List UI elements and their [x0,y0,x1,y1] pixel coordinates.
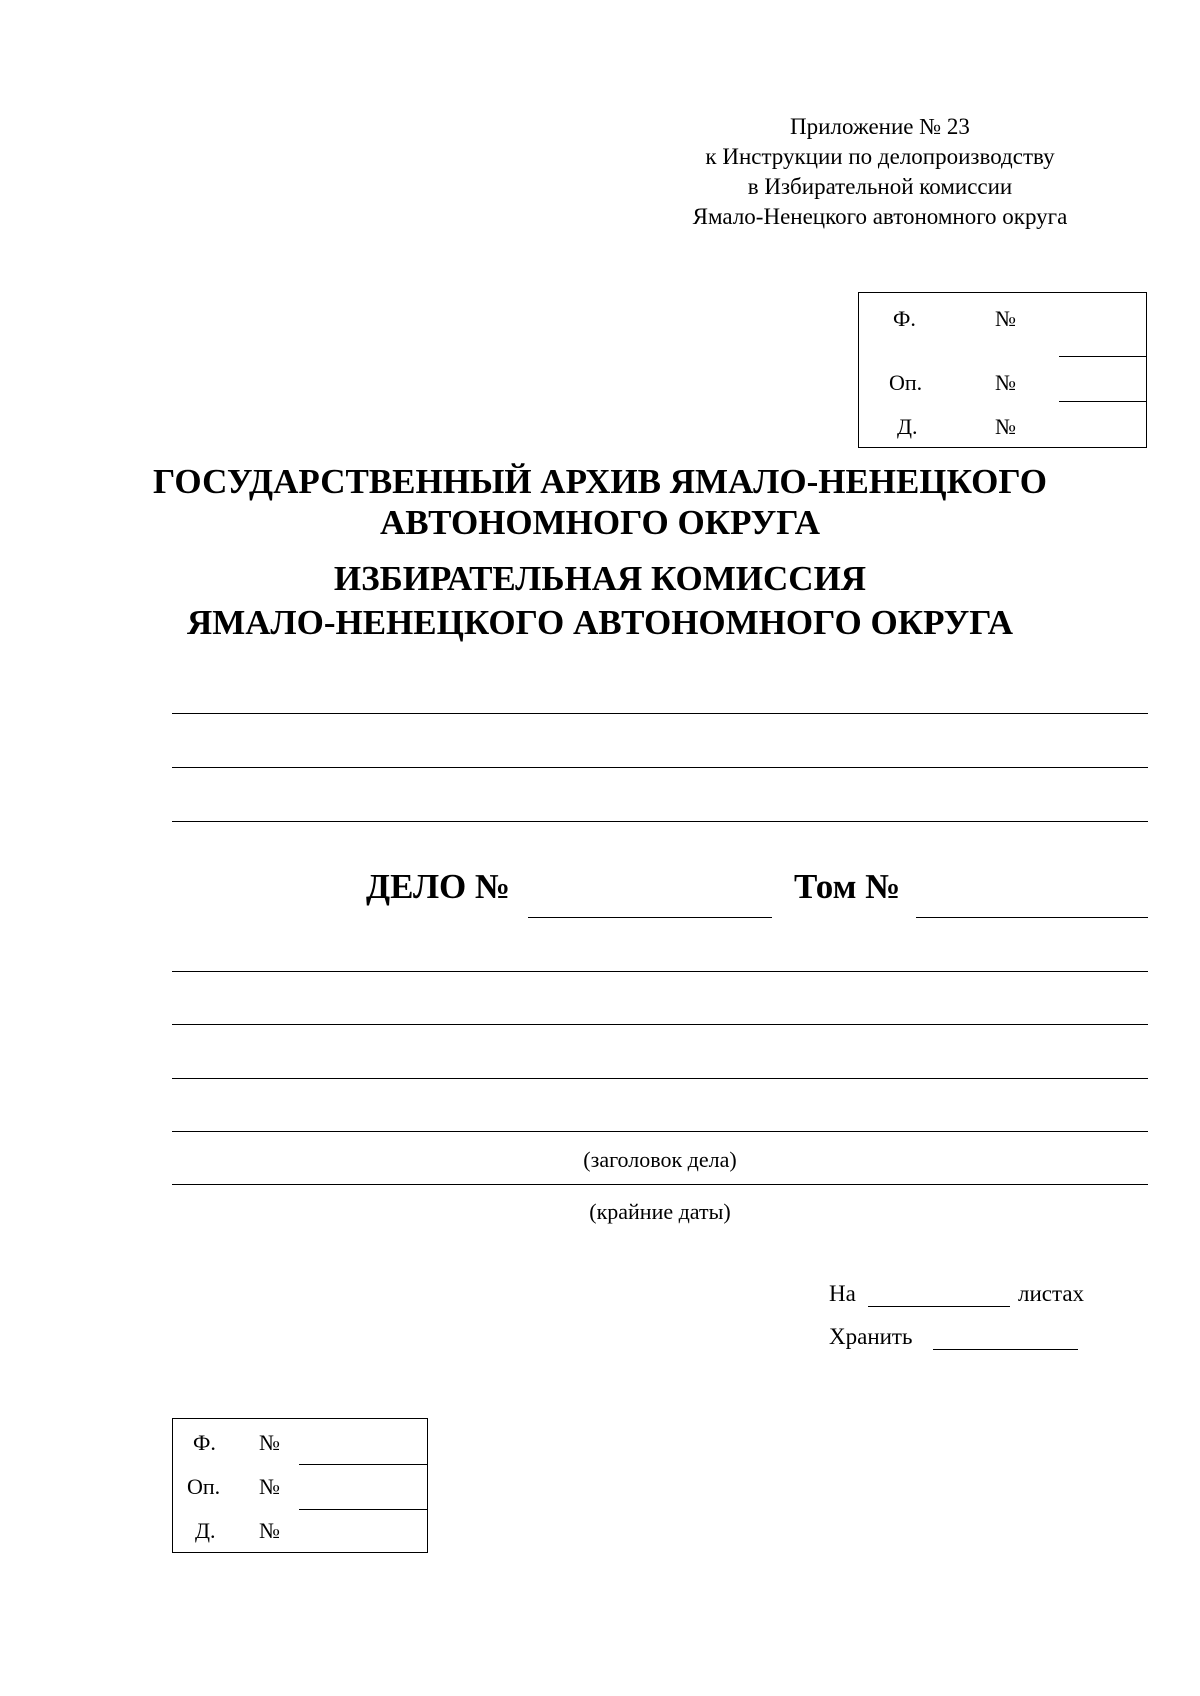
keep-label: Хранить [829,1324,913,1349]
commission-name-line-1: ИЗБИРАТЕЛЬНАЯ КОМИССИЯ [333,559,867,598]
case-title-line[interactable] [172,1131,1148,1132]
opis-label: Оп. [187,1474,221,1499]
archive-code-box-bottom [172,1418,428,1553]
opis-number-sign: № [259,1474,280,1499]
case-title-caption: (заголовок дела) [583,1147,737,1172]
archive-name-line-1: ГОСУДАРСТВЕННЫЙ АРХИВ ЯМАЛО-НЕНЕЦКОГО [153,462,1047,501]
opis-number-sign: № [995,370,1016,395]
dates-caption: (крайние даты) [589,1199,731,1224]
opis-label: Оп. [889,370,923,395]
case-number-field[interactable] [528,917,772,918]
archive-code-box-top [858,292,1147,448]
fond-label: Ф. [193,1430,216,1455]
appendix-line-4: Ямало-Ненецкого автономного округа [692,204,1068,229]
fond-label: Ф. [893,306,916,331]
sheets-suffix: листах [1018,1281,1085,1306]
fond-number-field[interactable] [1059,356,1146,357]
archive-name-line-2: АВТОНОМНОГО ОКРУГА [379,503,821,542]
case-number-label: ДЕЛО № [366,867,511,906]
appendix-line-2: к Инструкции по делопроизводству [705,144,1055,169]
appendix-line-3: в Избирательной комиссии [747,174,1013,199]
sheets-prefix: На [829,1281,856,1306]
case-title-line[interactable] [172,1078,1148,1079]
ruled-line[interactable] [172,713,1148,714]
appendix-line-1: Приложение № 23 [790,114,970,139]
ruled-line[interactable] [172,821,1148,822]
fond-number-sign: № [995,306,1016,331]
delo-number-sign: № [259,1518,280,1543]
delo-label: Д. [195,1518,216,1543]
ruled-line[interactable] [172,767,1148,768]
delo-number-sign: № [995,414,1016,439]
case-title-line[interactable] [172,971,1148,972]
opis-number-field[interactable] [1059,401,1146,402]
keep-field[interactable] [933,1349,1078,1350]
appendix-reference [640,112,1120,232]
commission-name-line-2: ЯМАЛО-НЕНЕЦКОГО АВТОНОМНОГО ОКРУГА [186,603,1014,642]
volume-number-label: Том № [794,867,901,906]
fond-number-sign: № [259,1430,280,1455]
fond-number-field[interactable] [299,1464,427,1465]
delo-label: Д. [897,414,918,439]
volume-number-field[interactable] [916,917,1148,918]
opis-number-field[interactable] [299,1509,427,1510]
dates-line[interactable] [172,1184,1148,1185]
sheets-count-field[interactable] [868,1306,1010,1307]
case-title-line[interactable] [172,1024,1148,1025]
